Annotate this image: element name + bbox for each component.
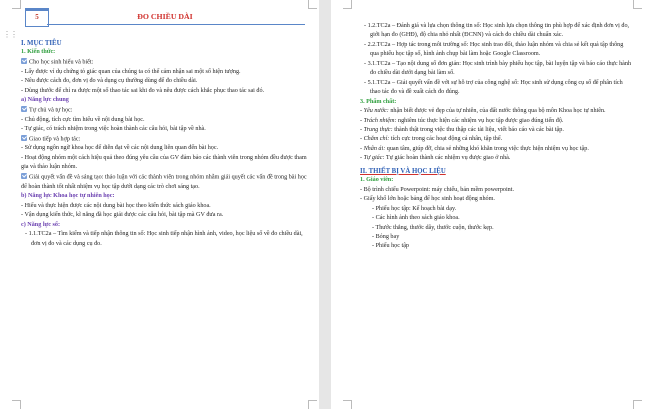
quality-item — [360, 117, 632, 126]
paragraph-line: - Bóng bay — [372, 233, 400, 240]
paragraph-line: - Vận dụng kiến thức, kĩ năng đã học giải được các câu hỏi, bài tập mà GV đưa ra. — [21, 212, 224, 219]
quality-item — [360, 135, 632, 144]
quality-label: - Trách nhiệm: — [360, 117, 397, 124]
quality-item — [360, 154, 632, 163]
header-rule — [47, 24, 305, 25]
corner-mark — [308, 400, 317, 409]
paragraph-line: - Các hình ảnh theo sách giáo khoa. — [372, 215, 460, 222]
corner-mark — [12, 400, 21, 409]
right-text-block — [360, 22, 632, 252]
paragraph-line: - 5.1.TC2a – Giải quyết vấn đề với sự hỗ trợ của công nghệ số: Học sinh sử dụng công cụ số để phân tích thao tác đo và đề xuất cách đo đúng. — [364, 79, 623, 96]
corner-mark — [343, 0, 352, 9]
paragraph-line: - 1.1.TC2a – Tìm kiếm và tiếp nhận thông tin số: Học sinh tiếp nhận hình ảnh, video, học liệu số về đo chiều dài, đơn vị đo và các dụng cụ đo. — [25, 231, 303, 247]
check-icon — [21, 173, 27, 179]
left-text-block — [21, 39, 309, 249]
corner-mark — [12, 0, 21, 9]
corner-mark — [633, 0, 642, 9]
checkbox-item-text: Giao tiếp và hợp tác: — [29, 136, 81, 143]
paragraph-line: - Giấy khổ lớn hoặc bảng để học sinh hoạt động nhóm. — [360, 196, 495, 203]
page-right — [331, 0, 650, 409]
checkbox-item — [21, 106, 309, 116]
check-icon — [21, 106, 27, 112]
quality-label: - Tự giác: — [360, 155, 385, 162]
section-heading: I. MỤC TIÊU — [21, 40, 62, 47]
paragraph-line: - Chủ động, tích cực tìm hiểu về nội dung bài học. — [21, 116, 145, 123]
subsubsection-heading: b) Năng lực Khoa học tự nhiên học: — [21, 193, 115, 200]
lesson-number-badge: 5 — [25, 8, 49, 27]
check-icon — [21, 135, 27, 141]
quality-text: nghiêm túc thực hiện các nhiệm vụ học tập được giao đúng tiến độ. — [396, 117, 564, 124]
paragraph-line: - Nêu được cách đo, đơn vị đo và dụng cụ thường dùng để đo chiều dài. — [21, 78, 198, 85]
paragraph-line: - Thước thẳng, thước dây, thước cuộn, thước kẹp. — [372, 224, 494, 231]
checkbox-item — [21, 135, 309, 145]
checkbox-item-text: Tự chủ và tự học: — [29, 107, 73, 114]
drag-handle-icon[interactable]: ⋮⋮ — [3, 30, 17, 39]
quality-item — [360, 126, 632, 135]
checkbox-item-text: Giải quyết vấn đề và sáng tạo: thảo luận với các thành viên trong nhóm nhằm giải quyết các vấn đề trong bài học để hoàn thành tốt nhất nhiệm vụ học tập dưới dạng các trò chơi sáng tạo. — [21, 174, 307, 190]
paragraph-line: - Tự giác, có trách nhiệm trong việc hoàn thành các câu hỏi, bài tập về nhà. — [21, 126, 206, 133]
quality-text: nhận biết được vẻ đẹp của tự nhiên, của đất nước thông qua bộ môn Khoa học tự nhiên. — [388, 108, 606, 115]
paragraph-line: - 2.2.TC2a – Hợp tác trong môi trường số: Học sinh trao đổi, thảo luận nhóm và chia sẻ kết quả tập thông qua phiếu học tập số, hình ảnh chụp bài làm hoặc Google Classroom. — [364, 41, 624, 58]
checkbox-item — [21, 173, 309, 192]
corner-mark — [308, 0, 317, 9]
page-title: ĐO CHIỀU DÀI — [137, 12, 193, 21]
checkbox-item — [21, 58, 309, 68]
paragraph-line: - 3.1.TC2a – Tạo nội dung số đơn giản: Học sinh trình bày phiếu học tập, bài luyện tập và báo cáo thực hành đo chiều dài dưới dạng bài làm số. — [364, 60, 632, 77]
subsubsection-heading: c) Năng lực số: — [21, 221, 60, 228]
quality-text: quan tâm, giúp đỡ, chia sẻ những khó khăn trong việc thực hiện nhiệm vụ học tập. — [385, 145, 589, 152]
quality-label: - Chăm chỉ: — [360, 136, 390, 143]
paragraph-line: - Dùng thước để chỉ ra được một số thao tác sai khi đo và nêu được cách khắc phục thao tác sai đó. — [21, 87, 265, 94]
left-page-content — [21, 0, 309, 249]
corner-mark — [343, 400, 352, 409]
quality-text: Tự giác hoàn thành các nhiệm vụ được giao ở nhà. — [384, 155, 511, 162]
quality-item — [360, 145, 632, 154]
check-icon — [21, 58, 27, 64]
lesson-header — [21, 8, 309, 36]
paragraph-line: - Phiếu học tập — [372, 243, 410, 250]
paragraph-line: - Lấy được ví dụ chứng tỏ giác quan của chúng ta có thể cảm nhận sai một số hiện tượng. — [21, 68, 241, 75]
paragraph-line: - 1.2.TC2a – Đánh giá và lựa chọn thông tin số: Học sinh lựa chọn thông tin phù hợp để xác định đơn vị đo, giới hạn đo (GHĐ), độ chia nhỏ nhất (ĐCNN) và cách đo chiều dài chuẩn xác. — [364, 23, 630, 39]
quality-text: tích cực trong các hoạt động cá nhân, tập thể. — [389, 136, 503, 143]
quality-label: - Nhân ái: — [360, 145, 386, 152]
subsubsection-heading: a) Năng lực chung — [21, 97, 69, 104]
paragraph-line: - Hiểu và thực hiện được các nội dung bài học theo kiến thức sách giáo khoa. — [21, 202, 211, 209]
subsection-heading: 1. Giáo viên: — [360, 177, 394, 184]
subsection-heading: 3. Phẩm chất: — [360, 98, 397, 105]
paragraph-line: - Phiếu học tập: Kế hoạch bài dạy. — [372, 205, 457, 212]
paragraph-line: - Hoạt động nhóm một cách hiệu quả theo đúng yêu cầu của GV đảm bảo các thành viên trong nhóm đều được tham gia và thảo luận nhóm. — [21, 154, 307, 171]
quality-label: - Yêu nước: — [360, 108, 389, 115]
section-heading: II. THIẾT BỊ VÀ HỌC LIỆU — [360, 167, 446, 175]
subsection-heading: 1. Kiến thức: — [21, 49, 56, 56]
quality-text: thành thật trong việc thu thập các tài liệu, viết báo cáo và các bài tập. — [392, 126, 564, 133]
checkbox-item-text: Cho học sinh hiểu và biết: — [29, 59, 94, 66]
page-left — [0, 0, 319, 409]
right-page-content — [360, 22, 632, 252]
quality-item — [360, 107, 632, 116]
corner-mark — [633, 400, 642, 409]
paragraph-line: - Bộ trình chiếu Powerpoint: máy chiếu, bản mềm powerpoint. — [360, 186, 514, 193]
quality-label: - Trung thực: — [360, 126, 393, 133]
paragraph-line: - Sử dụng ngôn ngữ khoa học để diễn đạt về các nội dung liên quan đến bài học. — [21, 145, 219, 152]
